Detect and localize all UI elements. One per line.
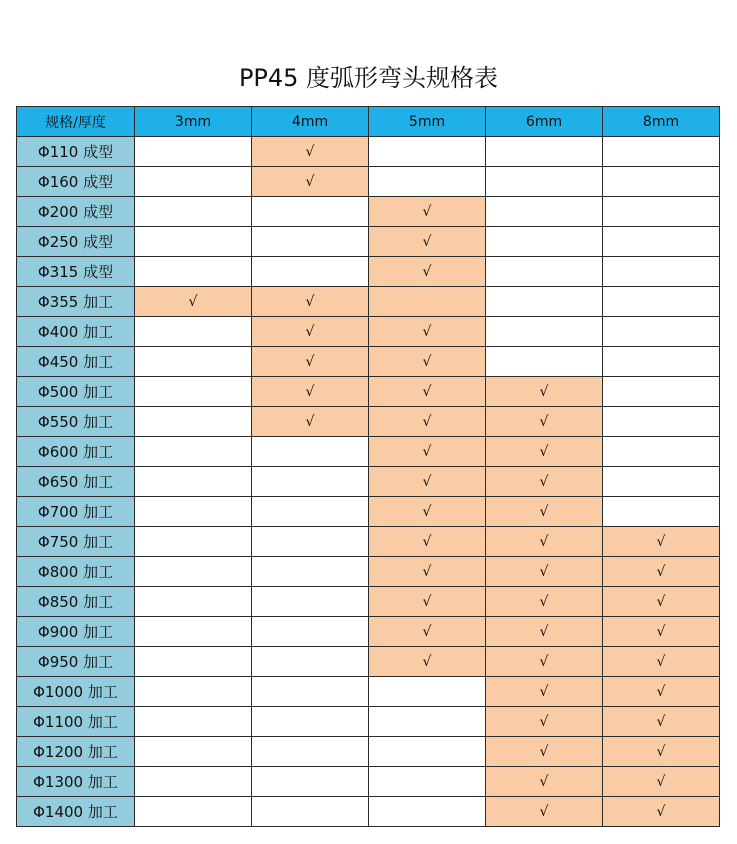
table-row [17,257,720,287]
row-label: Φ450 加工 [17,347,135,377]
column-header-4mm: 4mm [252,107,369,137]
empty-cell [252,797,369,827]
table-row [17,497,720,527]
empty-cell [252,737,369,767]
check-cell: √ [486,557,603,587]
check-cell: √ [252,407,369,437]
table-row [17,407,720,437]
empty-cell [135,197,252,227]
check-cell: √ [369,587,486,617]
check-cell: √ [369,197,486,227]
empty-cell [135,167,252,197]
check-cell: √ [486,797,603,827]
empty-cell [603,467,720,497]
empty-cell [135,677,252,707]
row-label: Φ700 加工 [17,497,135,527]
empty-cell [135,407,252,437]
empty-cell [252,527,369,557]
empty-cell [603,137,720,167]
table-row [17,767,720,797]
empty-cell [603,257,720,287]
empty-cell [135,587,252,617]
check-cell: √ [252,317,369,347]
check-cell: √ [486,587,603,617]
table-row [17,437,720,467]
empty-cell [135,617,252,647]
column-header-8mm: 8mm [603,107,720,137]
table-row [17,167,720,197]
empty-cell [369,797,486,827]
check-cell: √ [135,287,252,317]
column-header-5mm: 5mm [369,107,486,137]
check-cell: √ [486,467,603,497]
check-cell: √ [486,407,603,437]
row-label: Φ750 加工 [17,527,135,557]
row-label: Φ850 加工 [17,587,135,617]
check-cell: √ [252,287,369,317]
row-label: Φ900 加工 [17,617,135,647]
empty-cell [135,767,252,797]
check-cell: √ [369,557,486,587]
check-cell: √ [486,737,603,767]
check-cell: √ [369,227,486,257]
empty-cell [135,797,252,827]
empty-cell [603,227,720,257]
empty-cell [252,617,369,647]
check-cell: √ [603,767,720,797]
row-label: Φ1200 加工 [17,737,135,767]
spec-table [16,106,720,827]
table-row [17,707,720,737]
check-cell: √ [603,557,720,587]
empty-cell [252,677,369,707]
table-row [17,137,720,167]
check-cell: √ [603,647,720,677]
empty-cell [135,527,252,557]
check-cell: √ [486,617,603,647]
row-label: Φ250 成型 [17,227,135,257]
empty-cell [135,437,252,467]
check-cell: √ [603,587,720,617]
empty-cell [603,317,720,347]
table-row [17,647,720,677]
check-cell: √ [603,707,720,737]
check-cell: √ [369,617,486,647]
table-row [17,287,720,317]
empty-cell [486,287,603,317]
row-label: Φ800 加工 [17,557,135,587]
table-row [17,467,720,497]
empty-cell [135,647,252,677]
check-cell: √ [252,347,369,377]
empty-cell [486,347,603,377]
check-cell: √ [603,617,720,647]
check-cell: √ [486,497,603,527]
table-row [17,347,720,377]
check-cell: √ [603,737,720,767]
check-cell: √ [369,317,486,347]
empty-cell [135,347,252,377]
check-cell: √ [486,677,603,707]
empty-cell [252,497,369,527]
empty-cell [603,497,720,527]
table-row [17,377,720,407]
column-header-6mm: 6mm [486,107,603,137]
empty-cell [603,197,720,227]
check-cell: √ [369,467,486,497]
row-label: Φ950 加工 [17,647,135,677]
empty-cell [486,137,603,167]
check-cell: √ [369,257,486,287]
empty-cell [486,167,603,197]
empty-cell [252,227,369,257]
empty-cell [252,587,369,617]
empty-cell [603,167,720,197]
row-label: Φ1400 加工 [17,797,135,827]
check-cell: √ [252,167,369,197]
row-label: Φ1300 加工 [17,767,135,797]
row-label: Φ500 加工 [17,377,135,407]
empty-cell [252,437,369,467]
empty-cell [369,677,486,707]
empty-cell [486,227,603,257]
table-row [17,527,720,557]
check-cell: √ [486,377,603,407]
row-label: Φ160 成型 [17,167,135,197]
empty-cell [135,737,252,767]
empty-cell [603,407,720,437]
empty-cell [135,137,252,167]
table-row [17,617,720,647]
column-header-spec: 规格/厚度 [17,107,135,137]
empty-cell [486,257,603,287]
empty-cell [135,377,252,407]
check-cell: √ [369,377,486,407]
check-cell: √ [486,527,603,557]
column-header-3mm: 3mm [135,107,252,137]
table-row [17,227,720,257]
empty-cell [369,707,486,737]
page-title: PP45 度弧形弯头规格表 [238,64,499,92]
empty-cell [369,137,486,167]
row-label: Φ110 成型 [17,137,135,167]
shaded-empty-cell [369,287,486,317]
table-row [17,317,720,347]
row-label: Φ550 加工 [17,407,135,437]
empty-cell [252,257,369,287]
check-cell: √ [369,437,486,467]
empty-cell [603,437,720,467]
check-cell: √ [486,707,603,737]
row-label: Φ1100 加工 [17,707,135,737]
check-cell: √ [486,647,603,677]
empty-cell [135,497,252,527]
row-label: Φ400 加工 [17,317,135,347]
empty-cell [135,557,252,587]
empty-cell [603,377,720,407]
check-cell: √ [369,527,486,557]
check-cell: √ [369,647,486,677]
empty-cell [603,347,720,377]
empty-cell [135,467,252,497]
row-label: Φ600 加工 [17,437,135,467]
table-row [17,677,720,707]
empty-cell [486,197,603,227]
empty-cell [252,707,369,737]
empty-cell [369,767,486,797]
empty-cell [252,467,369,497]
empty-cell [135,257,252,287]
empty-cell [135,707,252,737]
check-cell: √ [369,497,486,527]
row-label: Φ650 加工 [17,467,135,497]
empty-cell [135,317,252,347]
check-cell: √ [369,347,486,377]
header-row [17,107,720,137]
table-row [17,587,720,617]
empty-cell [252,197,369,227]
empty-cell [252,647,369,677]
empty-cell [603,287,720,317]
empty-cell [369,737,486,767]
empty-cell [135,227,252,257]
table-row [17,737,720,767]
check-cell: √ [369,407,486,437]
check-cell: √ [252,137,369,167]
empty-cell [369,167,486,197]
table-body [17,137,720,827]
row-label: Φ1000 加工 [17,677,135,707]
check-cell: √ [603,797,720,827]
table-row [17,197,720,227]
check-cell: √ [486,767,603,797]
check-cell: √ [603,527,720,557]
table-row [17,797,720,827]
row-label: Φ200 成型 [17,197,135,227]
empty-cell [486,317,603,347]
check-cell: √ [603,677,720,707]
row-label: Φ355 加工 [17,287,135,317]
check-cell: √ [486,437,603,467]
empty-cell [252,557,369,587]
row-label: Φ315 成型 [17,257,135,287]
empty-cell [252,767,369,797]
check-cell: √ [252,377,369,407]
table-row [17,557,720,587]
